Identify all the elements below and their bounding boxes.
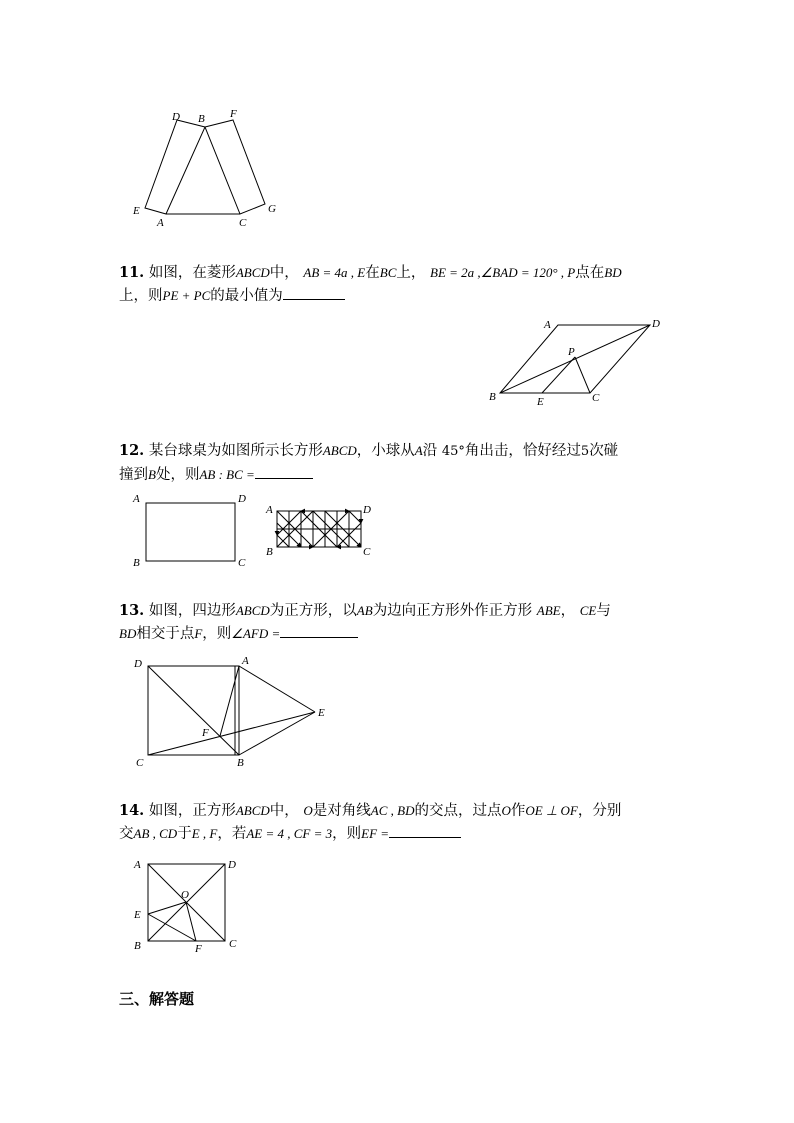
figure-square-oef bbox=[128, 852, 248, 955]
math: AB = 4a , E bbox=[303, 265, 366, 280]
text: 中， bbox=[269, 265, 299, 281]
text: 撞到 bbox=[119, 467, 148, 483]
label-C: C bbox=[229, 938, 237, 950]
text: 作 bbox=[510, 803, 526, 819]
label-B: B bbox=[489, 391, 496, 403]
answer-blank[interactable] bbox=[283, 284, 345, 300]
label-A: A bbox=[134, 859, 141, 871]
text: 处，则 bbox=[155, 467, 200, 483]
text: 交 bbox=[119, 826, 134, 842]
text: 点在 bbox=[575, 265, 605, 281]
label-D: D bbox=[238, 493, 246, 505]
label-C: C bbox=[592, 392, 600, 404]
diagonal-bd bbox=[500, 325, 650, 393]
label-D: D bbox=[172, 111, 180, 123]
math: BE = 2a ,∠BAD = 120° , P bbox=[430, 265, 576, 280]
math: AE = 4 , CF = 3 bbox=[246, 826, 333, 841]
text: 在 bbox=[365, 265, 380, 281]
label-D: D bbox=[652, 318, 660, 330]
label-A: A bbox=[157, 217, 164, 229]
text: ，若 bbox=[217, 826, 247, 842]
segment-of bbox=[186, 902, 196, 941]
question-number: 12. bbox=[119, 442, 145, 459]
text: 的交点，过点 bbox=[414, 803, 502, 819]
label-E: E bbox=[318, 707, 325, 719]
segment-ce bbox=[148, 712, 315, 755]
label-P: P bbox=[568, 346, 575, 358]
text: ，则 bbox=[202, 626, 232, 642]
label-E: E bbox=[134, 909, 141, 921]
math: BD bbox=[604, 265, 622, 280]
label-B: B bbox=[198, 113, 205, 125]
label-A: A bbox=[133, 493, 140, 505]
text: 如图，在菱形 bbox=[148, 265, 236, 281]
text: ，小球从 bbox=[356, 443, 415, 459]
math: PE + PC bbox=[162, 288, 211, 303]
label-C: C bbox=[136, 757, 144, 769]
text: 上， bbox=[396, 265, 426, 281]
segment-be bbox=[239, 712, 315, 755]
text: ，则 bbox=[332, 826, 362, 842]
segment-pe bbox=[542, 357, 575, 393]
answer-blank[interactable] bbox=[255, 463, 313, 479]
segment-af bbox=[220, 666, 239, 736]
segment-ef bbox=[148, 914, 196, 941]
label-F: F bbox=[230, 108, 237, 120]
label-C: C bbox=[363, 546, 371, 558]
text: 上，则 bbox=[119, 288, 163, 304]
rectangle-bfgc bbox=[205, 120, 265, 214]
figure-billiard-table bbox=[128, 490, 258, 572]
text: 于 bbox=[177, 826, 192, 842]
math: AB bbox=[356, 603, 373, 618]
figure-rhombus bbox=[480, 312, 670, 412]
math: BC bbox=[379, 265, 397, 280]
label-B: B bbox=[266, 546, 273, 558]
text: ，分别 bbox=[577, 803, 622, 819]
math: ABCD bbox=[235, 803, 270, 818]
label-D: D bbox=[228, 859, 236, 871]
question-number: 14. bbox=[119, 802, 145, 819]
label-B: B bbox=[237, 757, 244, 769]
math: O bbox=[303, 803, 313, 818]
figure-square-abcd-abe bbox=[128, 652, 338, 772]
label-A: A bbox=[266, 504, 273, 516]
text: 中， bbox=[269, 803, 299, 819]
label-F: F bbox=[195, 943, 202, 955]
diagonal-db bbox=[148, 666, 239, 755]
segment-ae bbox=[239, 666, 315, 712]
math: CE bbox=[579, 603, 597, 618]
label-D: D bbox=[134, 658, 142, 670]
math: ABCD bbox=[235, 603, 270, 618]
segment-pc bbox=[575, 357, 590, 393]
section-heading: 三、解答题 bbox=[119, 990, 195, 1008]
question-11 bbox=[119, 262, 622, 307]
label-A: A bbox=[242, 655, 249, 667]
answer-blank[interactable] bbox=[389, 822, 461, 838]
math: ABCD bbox=[322, 443, 357, 458]
text: 相交于点 bbox=[136, 626, 195, 642]
text: 如图，正方形 bbox=[148, 803, 236, 819]
math: BD bbox=[119, 626, 137, 641]
math: O bbox=[501, 803, 511, 818]
math: 45° bbox=[441, 444, 465, 459]
text: 沿 bbox=[422, 443, 438, 459]
label-E: E bbox=[133, 205, 140, 217]
label-B: B bbox=[133, 557, 140, 569]
question-13 bbox=[119, 600, 611, 645]
label-G: G bbox=[268, 203, 276, 215]
text: 为边向正方形外作正方形 bbox=[372, 603, 533, 619]
math: E , F bbox=[191, 826, 218, 841]
figure-two-rectangles bbox=[120, 100, 300, 235]
math: AC , BD bbox=[370, 803, 415, 818]
math: 5 bbox=[580, 444, 590, 459]
question-number: 13. bbox=[119, 602, 145, 619]
rectangle-edab bbox=[145, 120, 205, 214]
text: 角出击，恰好经过 bbox=[464, 443, 581, 459]
question-12 bbox=[119, 440, 618, 486]
math: ∠AFD = bbox=[231, 626, 281, 641]
label-F: F bbox=[202, 727, 209, 739]
label-C: C bbox=[238, 557, 246, 569]
label-E: E bbox=[537, 396, 544, 408]
rectangle-abcd bbox=[146, 503, 235, 561]
text: 某台球桌为如图所示长方形 bbox=[148, 443, 323, 459]
text: 是对角线 bbox=[312, 803, 371, 819]
label-B: B bbox=[134, 940, 141, 952]
math: ABCD bbox=[235, 265, 270, 280]
math: OE ⊥ OF bbox=[525, 803, 578, 818]
answer-blank[interactable] bbox=[280, 622, 358, 638]
math: AB , CD bbox=[133, 826, 178, 841]
text: 的最小值为 bbox=[210, 288, 283, 304]
question-14 bbox=[119, 800, 621, 845]
math: EF = bbox=[361, 826, 390, 841]
text: 与 bbox=[596, 603, 611, 619]
text: ， bbox=[560, 603, 576, 619]
text: 次碰 bbox=[589, 443, 619, 459]
math: ABE bbox=[536, 603, 561, 618]
text: 如图，四边形 bbox=[148, 603, 236, 619]
label-A: A bbox=[544, 319, 551, 331]
text: 为正方形，以 bbox=[269, 603, 357, 619]
math: F bbox=[194, 626, 203, 641]
label-O: O bbox=[181, 889, 189, 901]
label-D: D bbox=[363, 504, 371, 516]
math: A bbox=[414, 443, 423, 458]
label-C: C bbox=[239, 217, 247, 229]
figure-billiard-grid bbox=[262, 500, 382, 562]
question-number: 11. bbox=[119, 264, 145, 281]
math: B bbox=[148, 467, 156, 482]
math: AB : BC = bbox=[199, 467, 255, 482]
